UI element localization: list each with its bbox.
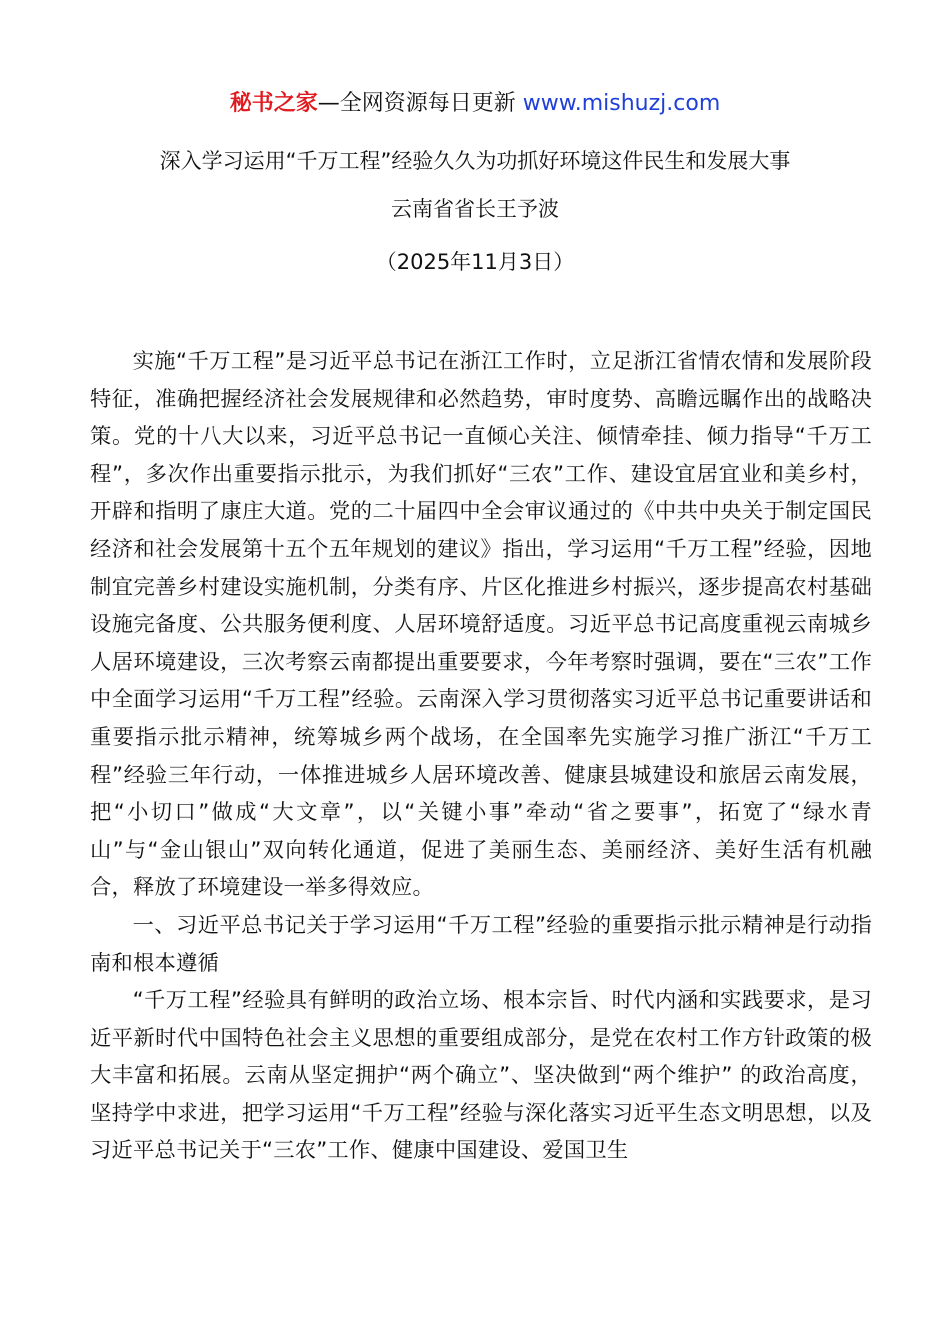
document-title: 深入学习运用“千万工程”经验久久为功抓好环境这件民生和发展大事	[159, 149, 791, 173]
document-body	[90, 343, 872, 1170]
banner-site-link[interactable]: www.mishuzj.com	[522, 91, 721, 116]
body-paragraph: 实施“千万工程”是习近平总书记在浙江工作时，立足浙江省情农情和发展阶段特征，准确把握经济社会发展规律和必然趋势，审时度势、高瞻远瞩作出的战略决策。党的十八大以来，习近平总书记一直倾心关注、倾情牵挂、倾力指导“千万工程”，多次作出重要指示批示，为我们抓好“三农”工作、建设宜居宜业和美乡村，开辟和指明了康庄大道。党的二十届四中全会审议通过的《中共中央关于制定国民经济和社会发展第十五个五年规划的建议》指出，学习运用“千万工程”经验，因地制宜完善乡村建设实施机制，分类有序、片区化推进乡村振兴，逐步提高农村基础设施完备度、公共服务便利度、人居环境舒适度。习近平总书记高度重视云南城乡人居环境建设，三次考察云南都提出重要要求，今年考察时强调，要在“三农”工作中全面学习运用“千万工程”经验。云南深入学习贯彻落实习近平总书记重要讲话和重要指示批示精神，统筹城乡两个战场，在全国率先实施学习推广浙江“千万工程”经验三年行动，一体推进城乡人居环境改善、健康县城建设和旅居云南发展，把“小切口”做成“大文章”，以“关键小事”牵动“省之要事”，拓宽了“绿水青山”与“金山银山”双向转化通道，促进了美丽生态、美丽经济、美好生活有机融合，释放了环境建设一举多得效应。	[90, 349, 872, 901]
banner-slogan: —全网资源每日更新	[317, 91, 523, 116]
document-author: 云南省省长王予波	[391, 197, 559, 221]
banner-brand: 秘书之家	[229, 91, 318, 116]
document-date: （2025年11月3日）	[375, 250, 575, 274]
site-banner	[0, 88, 950, 120]
section-heading: 一、习近平总书记关于学习运用“千万工程”经验的重要指示批示精神是行动指南和根本遵循	[90, 912, 872, 976]
body-paragraph: “千万工程”经验具有鲜明的政治立场、根本宗旨、时代内涵和实践要求，是习近平新时代中国特色社会主义思想的重要组成部分，是党在农村工作方针政策的极大丰富和拓展。云南从坚定拥护“两个确立”、坚决做到“两个维护” 的政治高度，坚持学中求进，把学习运用“千万工程”经验与深化落实习近平生态文明思想，以及习近平总书记关于“三农”工作、健康中国建设、爱国卫生	[90, 988, 872, 1164]
